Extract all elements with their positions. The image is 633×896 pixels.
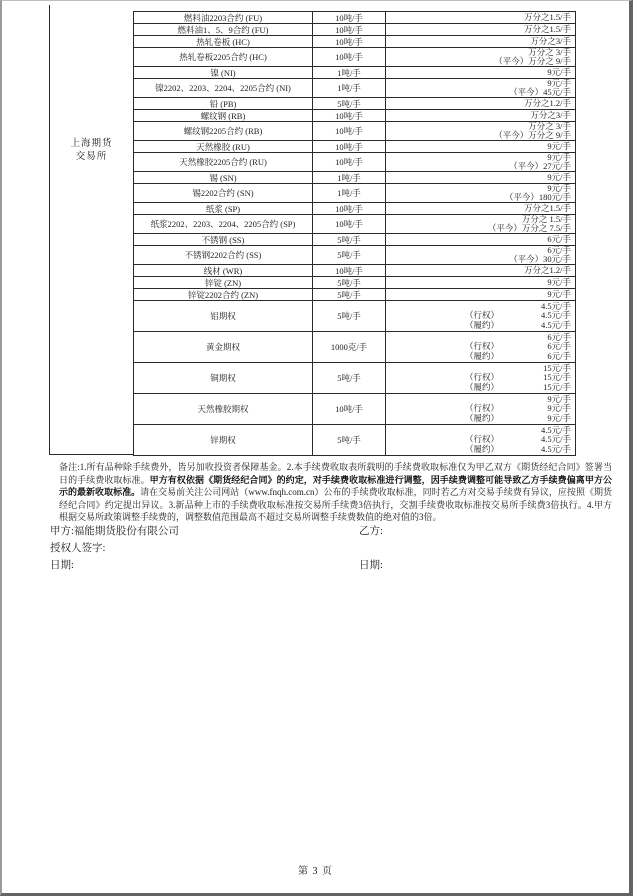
performance-fee-line: （履约） 9元/手 — [464, 412, 571, 423]
party-b-line: 乙方: — [359, 526, 383, 537]
party-a-line: 甲方:福能期货股份有限公司 — [50, 526, 179, 537]
product-cell: 锌期权 — [134, 425, 313, 455]
product-cell: 铅 (PB) — [134, 98, 313, 109]
unit-cell: 10吨/手 — [313, 394, 386, 424]
table-row — [134, 215, 576, 234]
product-cell: 锌锭 (ZN) — [134, 277, 313, 288]
product-cell: 锌锭2202合约 (ZN) — [134, 289, 313, 300]
fee-cell: 万分之1.5/手 — [386, 203, 576, 214]
fee-cell: 9元/手 （平今）45元/手 — [386, 79, 576, 97]
fee-cell: 万分之 3/手 （平今）万分之 9/手 — [386, 48, 576, 66]
remarks-bold-clause: 甲方有权依据《期货经纪合同》的约定，对手续费收取标准进行调整，因手续费调整可能导致乙方手续费偏离甲方公示的最新收取标准。 — [59, 474, 612, 498]
fee-cell: 9元/手 （平今）180元/手 — [386, 184, 576, 202]
unit-cell: 1吨/手 — [313, 172, 386, 183]
fee-table — [133, 11, 576, 456]
table-row — [134, 184, 576, 203]
table-row — [134, 153, 576, 172]
table-row — [134, 36, 576, 48]
exercise-fee-line: （行权） 4.5元/手 — [464, 310, 571, 321]
product-cell: 天然橡胶 (RU) — [134, 141, 313, 152]
product-cell: 镍 (NI) — [134, 67, 313, 78]
unit-cell: 10吨/手 — [313, 141, 386, 152]
unit-cell: 5吨/手 — [313, 246, 386, 264]
table-row — [134, 172, 576, 184]
table-row — [134, 122, 576, 141]
table-row — [134, 394, 576, 425]
unit-cell: 1吨/手 — [313, 184, 386, 202]
product-cell: 纸浆2202、2203、2204、2205合约 (SP) — [134, 215, 313, 233]
product-cell: 螺纹钢 (RB) — [134, 110, 313, 121]
unit-cell: 5吨/手 — [313, 277, 386, 288]
product-cell: 热轧卷板 (HC) — [134, 36, 313, 47]
page-number: 第 3 页 — [298, 866, 333, 877]
fee-cell: 4.5元/手 （行权） 4.5元/手 （履约） 4.5元/手 — [386, 425, 576, 455]
fee-cell: 万分之1.5/手 — [386, 24, 576, 35]
fee-cell: 万分之1.5/手 — [386, 12, 576, 23]
date-a-line: 日期: — [50, 560, 74, 571]
fee-cell: 9元/手 — [386, 67, 576, 78]
table-row — [134, 332, 576, 363]
table-row — [134, 289, 576, 301]
remarks-text: 备注:1.所有品种除手续费外，皆另加收投资者保障基金。2.本手续费收取表所载明的手续费收取标准仅为甲乙双方《期货经纪合同》签署当日的手续费收取标准。甲方有权依据《期货经纪合同》的约定，对手续费收取标准进行调整，因手续费调整可能导致乙方手续费偏离甲方公示的最新收取标准。请在交易前关注公司网站（www.fnqh.com.cn）公布的手续费收取标准，同时若乙方对交易手续费有异议，应按照《期货经纪合同》约定提出异议。3.新品种上市的手续费收取标准按交易所手续费3倍执行，交割手续费收取标准按交易所手续费3倍执行。4.甲方根据交易所政策调整手续费的，调整数值范围最高不超过交易所调整手续费数值的绝对值的3倍。 — [59, 462, 612, 523]
fee-cell: 万分之1.2/手 — [386, 265, 576, 276]
table-row — [134, 363, 576, 394]
fee-cell: 万分之 3/手 （平今）万分之 9/手 — [386, 122, 576, 140]
unit-cell: 10吨/手 — [313, 122, 386, 140]
performance-fee-line: （履约） 4.5元/手 — [464, 443, 571, 454]
table-row — [134, 277, 576, 289]
fee-cell: 万分之3/手 — [386, 36, 576, 47]
unit-cell: 5吨/手 — [313, 425, 386, 455]
table-row — [134, 246, 576, 265]
fee-cell: 万分之 1.5/手 （平今）万分之 7.5/手 — [386, 215, 576, 233]
exchange-name: 上海期货交易所 — [70, 139, 113, 162]
unit-cell: 1吨/手 — [313, 79, 386, 97]
product-cell: 热轧卷板2205合约 (HC) — [134, 48, 313, 66]
table-row — [134, 234, 576, 246]
table-row — [134, 24, 576, 36]
table-row — [134, 79, 576, 98]
unit-cell: 1吨/手 — [313, 67, 386, 78]
product-cell: 天然橡胶期权 — [134, 394, 313, 424]
product-cell: 锡 (SN) — [134, 172, 313, 183]
table-row — [134, 12, 576, 24]
fee-cell: 9元/手 （平今）27元/手 — [386, 153, 576, 171]
unit-cell: 10吨/手 — [313, 48, 386, 66]
unit-cell: 10吨/手 — [313, 153, 386, 171]
authorized-signer-line: 授权人签字: — [50, 543, 106, 554]
product-cell: 镍2202、2203、2204、2205合约 (NI) — [134, 79, 313, 97]
product-cell: 纸浆 (SP) — [134, 203, 313, 214]
product-cell: 铜期权 — [134, 363, 313, 393]
fee-cell: 9元/手 （行权） 9元/手 （履约） 9元/手 — [386, 394, 576, 424]
product-cell: 燃料油2203合约 (FU) — [134, 12, 313, 23]
exercise-fee-line: （行权） 9元/手 — [464, 403, 571, 414]
product-cell: 不锈钢2202合约 (SS) — [134, 246, 313, 264]
unit-cell: 1000克/手 — [313, 332, 386, 362]
fee-cell: 万分之3/手 — [386, 110, 576, 121]
table-row — [134, 203, 576, 215]
fee-cell: 9元/手 — [386, 289, 576, 300]
product-cell: 铝期权 — [134, 301, 313, 331]
product-cell: 黄金期权 — [134, 332, 313, 362]
unit-cell: 10吨/手 — [313, 110, 386, 121]
product-cell: 线材 (WR) — [134, 265, 313, 276]
exchange-cell — [49, 5, 133, 455]
performance-fee-line: （履约） 6元/手 — [464, 350, 571, 361]
table-row — [134, 98, 576, 110]
date-b-line: 日期: — [359, 560, 383, 571]
fee-cell: 15元/手 （行权） 15元/手 （履约） 15元/手 — [386, 363, 576, 393]
table-row — [134, 110, 576, 122]
unit-cell: 10吨/手 — [313, 265, 386, 276]
unit-cell: 5吨/手 — [313, 98, 386, 109]
table-row — [134, 301, 576, 332]
table-row — [134, 425, 576, 456]
table-row — [134, 265, 576, 277]
product-cell: 天然橡胶2205合约 (RU) — [134, 153, 313, 171]
fee-cell: 9元/手 — [386, 141, 576, 152]
product-cell: 锡2202合约 (SN) — [134, 184, 313, 202]
unit-cell: 5吨/手 — [313, 363, 386, 393]
product-cell: 燃料油1、5、9合约 (FU) — [134, 24, 313, 35]
exercise-fee-line: （行权） 4.5元/手 — [464, 434, 571, 445]
fee-cell: 4.5元/手 （行权） 4.5元/手 （履约） 4.5元/手 — [386, 301, 576, 331]
exercise-fee-line: （行权） 15元/手 — [464, 372, 571, 383]
fee-cell: 6元/手 （平今）30元/手 — [386, 246, 576, 264]
fee-cell: 6元/手 （行权） 6元/手 （履约） 6元/手 — [386, 332, 576, 362]
table-row — [134, 48, 576, 67]
table-row — [134, 141, 576, 153]
product-cell: 不锈钢 (SS) — [134, 234, 313, 245]
unit-cell: 5吨/手 — [313, 289, 386, 300]
unit-cell: 5吨/手 — [313, 301, 386, 331]
table-row — [134, 67, 576, 79]
fee-cell: 6元/手 — [386, 234, 576, 245]
unit-cell: 10吨/手 — [313, 215, 386, 233]
unit-cell: 10吨/手 — [313, 36, 386, 47]
performance-fee-line: （履约） 15元/手 — [464, 381, 571, 392]
fee-cell: 9元/手 — [386, 172, 576, 183]
unit-cell: 10吨/手 — [313, 12, 386, 23]
performance-fee-line: （履约） 4.5元/手 — [464, 319, 571, 330]
unit-cell: 10吨/手 — [313, 203, 386, 214]
exercise-fee-line: （行权） 6元/手 — [464, 341, 571, 352]
fee-cell: 万分之1.2/手 — [386, 98, 576, 109]
fee-cell: 9元/手 — [386, 277, 576, 288]
product-cell: 螺纹钢2205合约 (RB) — [134, 122, 313, 140]
unit-cell: 10吨/手 — [313, 24, 386, 35]
unit-cell: 5吨/手 — [313, 234, 386, 245]
